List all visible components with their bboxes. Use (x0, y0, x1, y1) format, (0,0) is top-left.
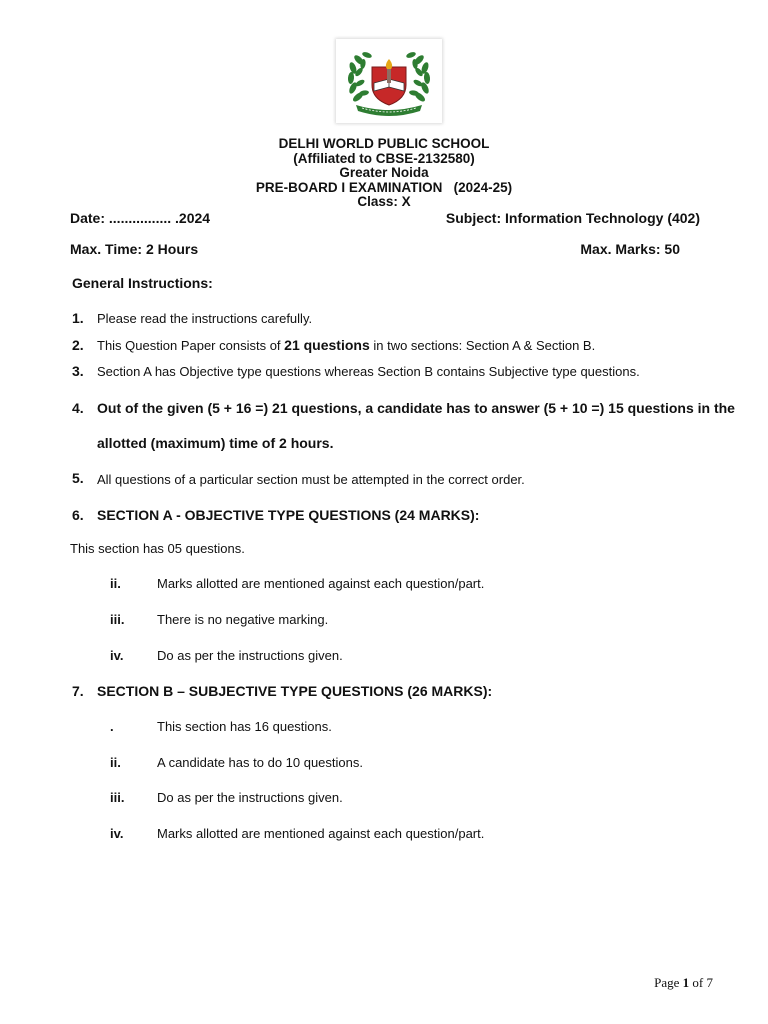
page-number-pre: Page (654, 975, 683, 990)
page-number (654, 975, 713, 991)
list-item-text: A candidate has to do 10 questions. (157, 755, 363, 770)
instruction-text (97, 337, 595, 353)
instruction-number: 2. (72, 337, 84, 353)
instruction-text: Please read the instructions carefully. (97, 311, 313, 326)
list-item-number: ii. (110, 576, 121, 591)
instruction-number: 5. (72, 470, 84, 486)
instruction-number: 6. (72, 507, 84, 523)
instruction-text: All questions of a particular section must be attempted in the correct order. (97, 472, 525, 487)
list-item-text: Marks allotted are mentioned against each question/part. (157, 826, 485, 841)
list-item-number: iv. (110, 826, 124, 841)
school-header (0, 137, 768, 210)
instruction-number: 1. (72, 310, 84, 326)
section-a-heading: SECTION A - OBJECTIVE TYPE QUESTIONS (24 MARKS): (97, 507, 480, 523)
instruction-text-bold: 21 questions (284, 337, 370, 353)
instruction-number: 3. (72, 363, 84, 379)
list-item-number: iv. (110, 648, 124, 663)
exam-subject: Subject: Information Technology (402) (445, 210, 700, 226)
list-item-number: iii. (110, 612, 125, 627)
max-time: Max. Time: 2 Hours (70, 241, 199, 257)
section-b-heading: SECTION B – SUBJECTIVE TYPE QUESTIONS (26 MARKS): (97, 683, 493, 699)
max-marks: Max. Marks: 50 (580, 241, 680, 257)
school-name: DELHI WORLD PUBLIC SCHOOL (278, 136, 490, 151)
school-crest-logo (336, 39, 442, 123)
page-number-post: of 7 (689, 975, 713, 990)
instruction-number: 7. (72, 683, 84, 699)
list-item-text: Do as per the instructions given. (157, 790, 343, 805)
instruction-text-line1: Out of the given (5 + 16 =) 21 questions, a candidate has to answer (5 + 10 =) 15 questions in the (97, 400, 735, 416)
general-instructions-heading: General Instructions: (72, 275, 213, 291)
list-item-text: This section has 16 questions. (157, 719, 332, 734)
section-a-intro: This section has 05 questions. (70, 541, 245, 556)
instruction-text-line2: allotted (maximum) time of 2 hours. (97, 435, 334, 451)
school-affiliation: (Affiliated to CBSE-2132580) (293, 150, 475, 166)
instruction-text: Section A has Objective type questions whereas Section B contains Subjective type questions. (97, 364, 640, 379)
list-item-text: There is no negative marking. (157, 612, 329, 627)
exam-title: PRE-BOARD I EXAMINATION (2024-25) (255, 179, 513, 195)
school-city: Greater Noida (339, 165, 429, 180)
list-item-number: ii. (110, 755, 121, 770)
list-item-text: Marks allotted are mentioned against each question/part. (157, 576, 485, 591)
list-item-number: iii. (110, 790, 125, 805)
class-label: Class: X (357, 194, 411, 209)
instruction-text-post: in two sections: Section A & Section B. (369, 338, 596, 353)
exam-date: Date: ................ .2024 (70, 210, 211, 226)
instruction-number: 4. (72, 400, 84, 416)
list-item-text: Do as per the instructions given. (157, 648, 343, 663)
instruction-text-pre: This Question Paper consists of (97, 338, 285, 353)
list-item-number: . (110, 719, 114, 734)
page-number-current: 1 (682, 975, 690, 990)
